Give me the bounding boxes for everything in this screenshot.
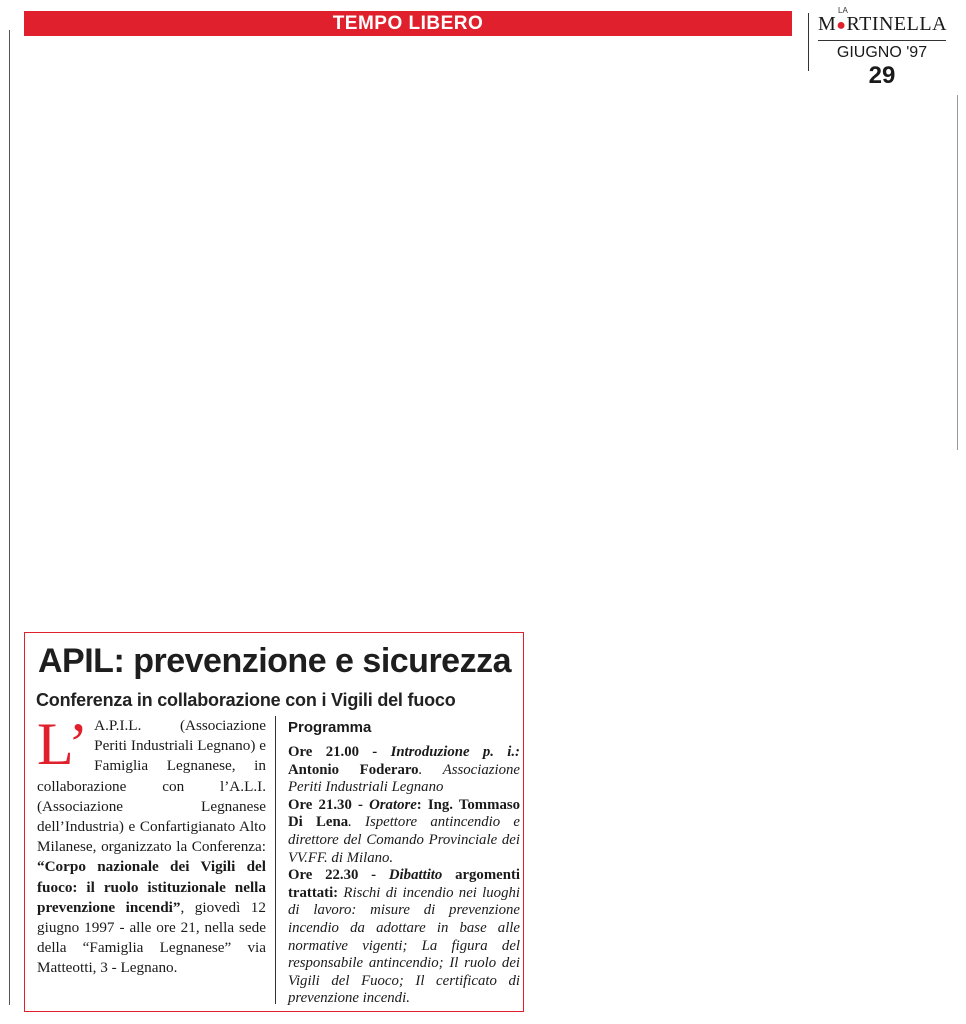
program-description: Rischi di incendio nei luoghi di lavoro: misure di prevenzione incendio da adottare in base alle normative vigenti; La figura del responsabile antincendio; Il ruolo dei Vigili del Fuoco; Il certificato di prevenzione incendi. xyxy=(288,884,520,1007)
program-time: Ore 21.30 - xyxy=(288,796,370,813)
page-right-rule xyxy=(957,95,958,450)
program-heading: Programma xyxy=(288,719,372,736)
article-subheadline: Conferenza in collaborazione con i Vigili del fuoco xyxy=(36,690,456,710)
program-item xyxy=(288,744,520,797)
page-number: 29 xyxy=(868,62,896,89)
program-item xyxy=(288,797,520,867)
program-time: Ore 22.30 - xyxy=(288,867,389,884)
logo-text-end: RTINELLA xyxy=(846,13,948,35)
program-item xyxy=(288,867,520,1008)
program-speaker: Antonio Foderaro xyxy=(288,761,419,778)
publication-logo xyxy=(818,12,946,41)
masthead-separator xyxy=(808,13,809,71)
section-title: TEMPO LIBERO xyxy=(332,13,484,34)
article-body-column xyxy=(37,711,266,979)
drop-cap: L’ xyxy=(37,711,89,777)
program-time: Ore 21.00 - xyxy=(288,744,391,760)
body-outro: , giovedì 12 giugno 1997 - alle ore 21, nella sede della “Famiglia Legnanese” via Matteotti, 3 - Legnano. xyxy=(37,898,266,977)
body-intro: A.P.I.L. (Associazione Periti Industriali Legnano) e Famiglia Legnanese, in collaborazione con l’A.L.I. (Associazione Legnanese dell’Industria) e Confartigianato Alto Milanese, organizzato la Conferenza: xyxy=(37,717,266,856)
page-left-rule xyxy=(9,30,10,1005)
program-role: Dibattito xyxy=(388,867,443,884)
program-topics-label: argomenti trattati: xyxy=(288,867,520,901)
article-headline: APIL: prevenzione e sicurezza xyxy=(38,642,511,680)
logo-text-start: M xyxy=(818,13,837,35)
section-header-bar xyxy=(24,11,792,36)
program-description: . Associazione Periti Industriali Legnano xyxy=(288,761,520,796)
program-role: Oratore xyxy=(369,796,417,813)
conference-title: “Corpo nazionale dei Vigili del fuoco: il ruolo istituzionale nella prevenzione incendi” xyxy=(37,858,266,916)
masthead xyxy=(818,6,946,89)
program-column xyxy=(288,718,520,1008)
logo-prefix: LA xyxy=(838,6,848,15)
program-description: . Ispettore antincendio e direttore del Comando Provinciale dei VV.FF. di Milano. xyxy=(288,814,520,866)
program-speaker: : Ing. Tommaso Di Lena xyxy=(288,796,520,831)
logo-emblem-icon: ● xyxy=(836,17,847,34)
program-role: Introduzione p. i.: xyxy=(390,744,520,760)
issue-date: GIUGNO '97 xyxy=(836,44,928,61)
column-divider xyxy=(275,716,276,1004)
